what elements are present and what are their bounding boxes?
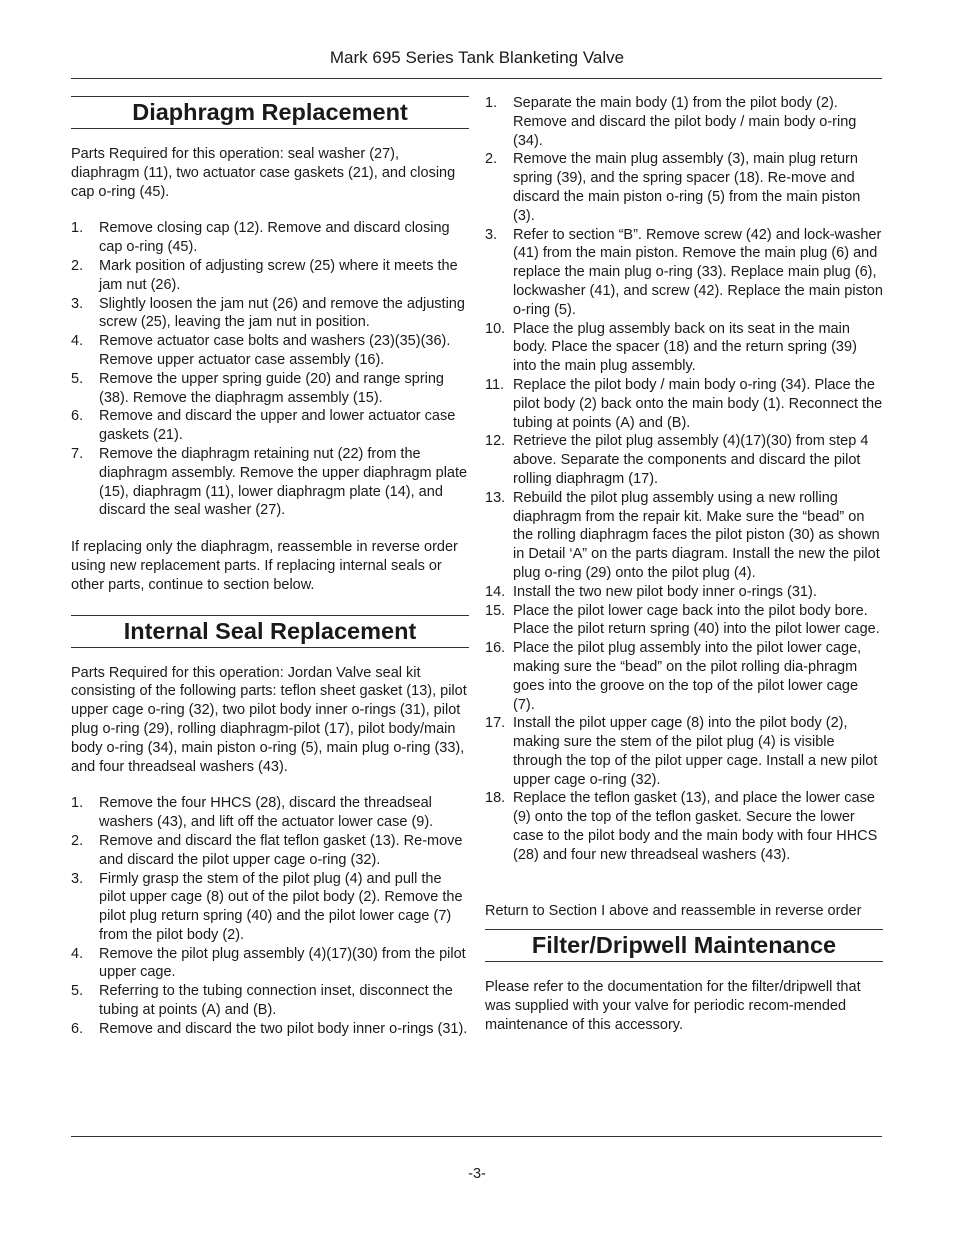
list-item — [485, 583, 883, 602]
header-rule — [71, 78, 882, 79]
step-text: Place the pilot lower cage back into the pilot body bore. Place the pilot return spring (40) into the pilot lower cage. — [513, 602, 880, 638]
list-item — [71, 945, 469, 983]
list-item — [485, 714, 883, 789]
step-number: 1. — [485, 95, 498, 111]
step-number: 18. — [485, 790, 506, 807]
filter-dripwell-heading: Filter/Dripwell Maintenance — [485, 929, 883, 962]
page-header-title: Mark 695 Series Tank Blanketing Valve — [329, 48, 625, 67]
step-text: Remove closing cap (12). Remove and discard closing cap o-ring (45). — [99, 220, 450, 256]
step-number: 3. — [71, 870, 84, 887]
list-item — [485, 226, 883, 320]
step-text: Remove actuator case bolts and washers (23)(35)(36). Remove upper actuator case assembly (16). — [99, 333, 451, 368]
step-text: Referring to the tubing connection inset, disconnect the tubing at points (A) and (B). — [99, 983, 453, 1019]
list-item — [71, 407, 469, 445]
list-item — [71, 870, 469, 945]
step-text: Firmly grasp the stem of the pilot plug (4) and pull the pilot upper cage (8) out of the pilot body (2). Remove the pilot plug return spring (40) and the pilot lower cage (7) from the pilot body (2). — [99, 870, 463, 943]
internal-seal-steps-list — [71, 794, 469, 1038]
step-number: 16. — [485, 640, 506, 657]
step-text: Replace the pilot body / main body o-ring (34). Place the pilot body (2) back onto the main body (1). Reconnect the tubing at points (A) and (B). — [513, 376, 883, 431]
step-text: Separate the main body (1) from the pilot body (2). Remove and discard the pilot body / main body o-ring (34). — [513, 95, 857, 149]
right-column — [485, 94, 883, 1035]
step-text: Remove and discard the upper and lower actuator case gaskets (21). — [99, 408, 456, 444]
step-text: Slightly loosen the jam nut (26) and remove the adjusting screw (25), leaving the jam nut in position. — [99, 295, 465, 331]
step-number: 2. — [71, 832, 84, 849]
step-number: 5. — [71, 370, 84, 387]
step-number: 5. — [71, 983, 84, 1000]
step-text: Install the pilot upper cage (8) into the pilot body (2), making sure the stem of the pilot plug (4) is visible through the top of the pilot upper cage. Install a new pilot upper cage o-ring (32). — [513, 715, 878, 788]
step-number: 12. — [485, 433, 506, 450]
step-text: Rebuild the pilot plug assembly using a new rolling diaphragm from the repair kit. Make sure the “bead” on the rolling diaphragm faces the pilot piston (30) as shown in Detail ‘A” on the parts diagram. Install the new the pilot plug o-ring (29) onto the pilot plug (4). — [513, 489, 880, 581]
list-item — [71, 295, 469, 333]
return-to-section-note: Return to Section I above and reassemble in reverse order — [485, 902, 862, 919]
step-text: Remove the four HHCS (28), discard the threadseal washers (43), and lift off the actuator lower case (9). — [99, 795, 434, 831]
step-number: 1. — [71, 220, 84, 237]
list-item — [71, 794, 469, 832]
list-item — [71, 332, 469, 370]
filter-dripwell-text: Please refer to the documentation for the filter/dripwell that was supplied with your valve for periodic recom-mended maintenance of this accessory. — [485, 979, 861, 1034]
step-number: 13. — [485, 489, 506, 506]
list-item — [485, 150, 883, 225]
list-item — [485, 489, 883, 583]
diaphragm-reassemble-note: If replacing only the diaphragm, reassemble in reverse order using new replacement parts. If replacing internal seals or other parts, continue to section below. — [71, 539, 458, 593]
step-number: 4. — [71, 333, 84, 350]
list-item — [71, 445, 469, 520]
list-item — [485, 94, 883, 150]
step-text: Place the pilot plug assembly into the pilot lower cage, making sure the “bead” on the pilot rolling dia-phragm goes into the groove on the top of the pilot lower cage (7). — [513, 640, 862, 713]
step-text: Remove the main plug assembly (3), main plug return spring (39), and the spring spacer (18). Re-move and discard the main piston o-ring (5) from the main piston (3). — [513, 151, 861, 224]
list-item — [485, 376, 883, 432]
step-number: 7. — [71, 445, 84, 462]
list-item — [71, 257, 469, 295]
step-text: Remove the upper spring guide (20) and range spring (38). Remove the diaphragm assembly (15). — [99, 370, 444, 406]
step-number: 3. — [71, 295, 84, 312]
step-number: 15. — [485, 602, 506, 619]
list-item — [71, 1020, 469, 1039]
step-text: Remove and discard the flat teflon gasket (13). Re-move and discard the pilot upper cage o-ring (32). — [99, 832, 463, 868]
step-text: Mark position of adjusting screw (25) where it meets the jam nut (26). — [99, 257, 458, 293]
step-number: 17. — [485, 715, 506, 732]
step-text: Remove the diaphragm retaining nut (22) from the diaphragm assembly. Remove the upper diaphragm plate (15), diaphragm (11), lower diaphragm plate (14), and discard the seal washer (27). — [99, 445, 468, 519]
step-number: 2. — [71, 257, 84, 274]
step-number: 6. — [71, 408, 84, 425]
list-item — [485, 602, 883, 640]
step-text: Install the two new pilot body inner o-rings (31). — [513, 583, 817, 600]
list-item — [485, 320, 883, 376]
step-text: Remove the pilot plug assembly (4)(17)(30) from the pilot upper cage. — [99, 945, 466, 981]
diaphragm-steps-list — [71, 219, 469, 520]
step-number: 10. — [485, 320, 506, 337]
step-number: 4. — [71, 945, 84, 962]
list-item — [71, 832, 469, 870]
diaphragm-parts-required: Parts Required for this operation: seal washer (27), diaphragm (11), two actuator case gaskets (21), and closing cap o-ring (45). — [71, 146, 456, 200]
step-number: 3. — [485, 226, 498, 243]
step-text: Remove and discard the two pilot body inner o-rings (31). — [99, 1020, 468, 1037]
step-number: 6. — [71, 1020, 84, 1037]
list-item — [485, 789, 883, 864]
page-number: -3- — [468, 1166, 486, 1182]
step-text: Refer to section “B”. Remove screw (42) and lock-washer (41) from the main piston. Remove the main plug (6) and replace the main plug o-ring (33). Replace main plug (6), lockwasher (41), and screw (42). Replace the main piston o-ring (5). — [513, 226, 883, 318]
step-number: 2. — [485, 151, 498, 168]
step-number: 1. — [71, 795, 84, 812]
list-item — [71, 219, 469, 257]
footer-rule — [71, 1136, 882, 1137]
step-text: Place the plug assembly back on its seat in the main body. Place the spacer (18) and the return spring (39) into the main plug assembly. — [513, 320, 857, 375]
diaphragm-replacement-heading: Diaphragm Replacement — [71, 96, 469, 129]
list-item — [485, 432, 883, 488]
step-text: Retrieve the pilot plug assembly (4)(17)(30) from step 4 above. Separate the components and discard the pilot rolling diaphragm (17). — [513, 433, 869, 487]
list-item — [71, 982, 469, 1020]
list-item — [71, 370, 469, 408]
left-column — [71, 96, 469, 1039]
list-item — [485, 639, 883, 714]
step-number: 11. — [485, 376, 505, 393]
internal-seal-parts-required: Parts Required for this operation: Jordan Valve seal kit consisting of the following parts: teflon sheet gasket (13), pilot upper cage o-ring (32), two pilot body inner o-rings (31), pilot plug o-ring (29), rolling diaphragm-pilot (17), pilot body/main body o-ring (34), main piston o-ring (5), main plug o-ring (33), and four threadseal washers (43). — [71, 664, 467, 775]
step-number: 14. — [485, 583, 506, 600]
internal-seal-replacement-heading: Internal Seal Replacement — [71, 615, 469, 648]
internal-seal-steps-continued-list — [485, 94, 883, 865]
step-text: Replace the teflon gasket (13), and place the lower case (9) onto the top of the teflon gasket. Secure the lower case to the pilot body and the main body with four HHCS (28) and four new threadseal washers (43). — [513, 790, 878, 863]
